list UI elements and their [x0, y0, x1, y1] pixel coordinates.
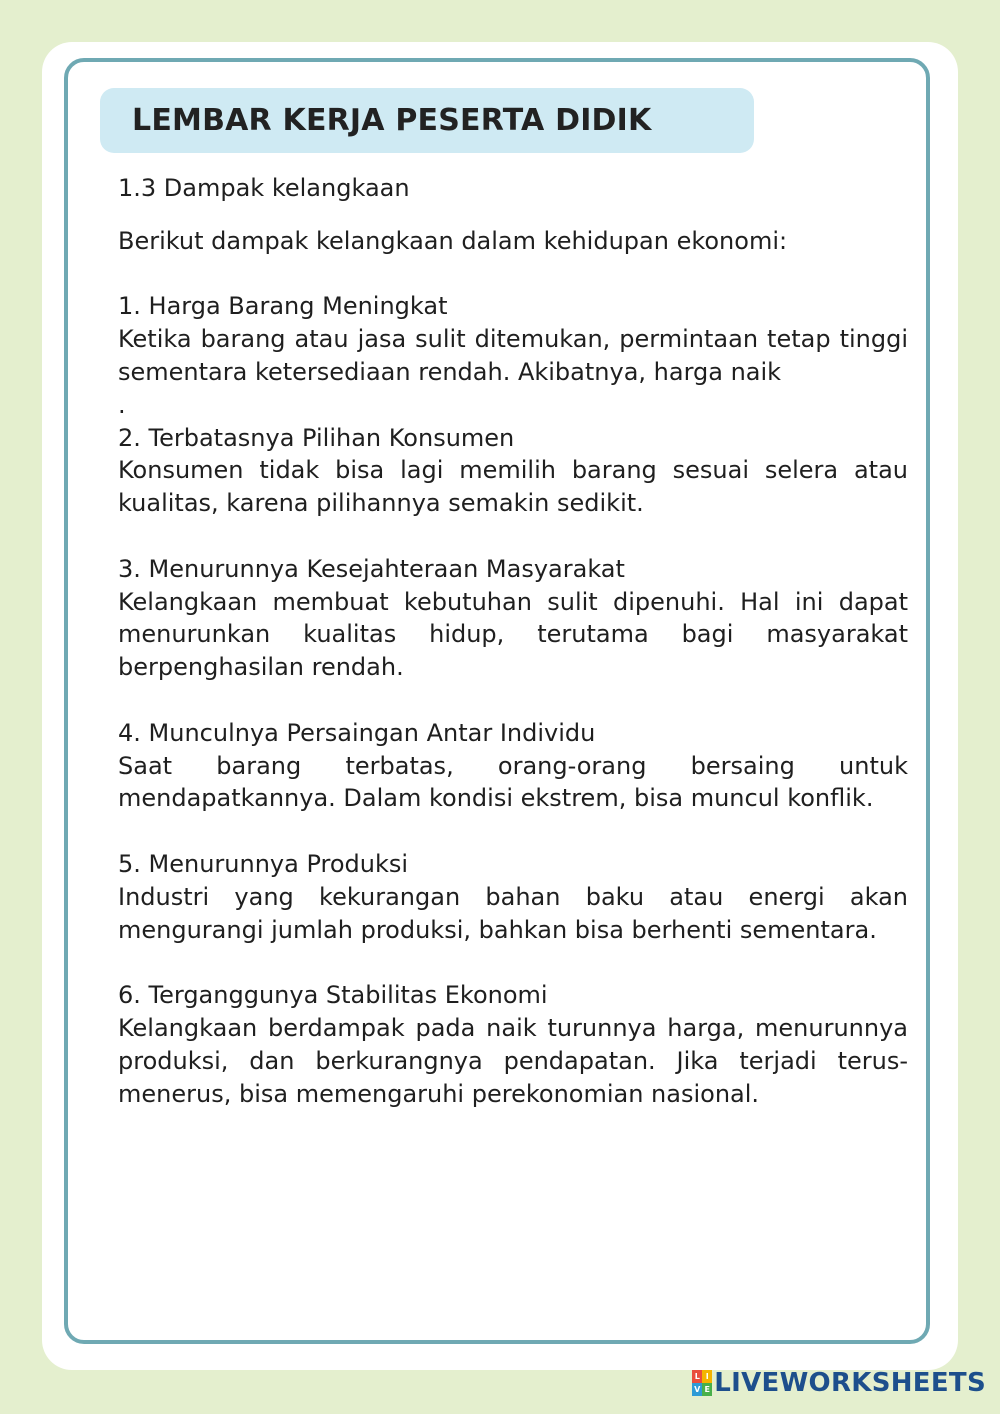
- impact-heading: 2. Terbatasnya Pilihan Konsumen: [118, 423, 515, 452]
- impact-description: Saat barang terbatas, orang-orang bersaing untuk mendapatkannya. Dalam kondisi ekstrem, bisa muncul konflik.: [118, 751, 908, 813]
- impact-description: Kelangkaan berdampak pada naik turunnya harga, menurunnya produksi, dan berkurangnya pendapatan. Jika terjadi terus-menerus, bisa memengaruhi perekonomian nasional.: [118, 1013, 908, 1108]
- impact-heading: 6. Terganggunya Stabilitas Ekonomi: [118, 981, 548, 1010]
- live-badge-icon: [692, 1370, 712, 1396]
- impact-list: [118, 290, 908, 1110]
- impact-description: Industri yang kekurangan bahan baku atau energi akan mengurangi jumlah produksi, bahkan bisa berhenti sementara.: [118, 882, 908, 944]
- page-title: LEMBAR KERJA PESERTA DIDIK: [132, 103, 652, 138]
- badge-letter: L: [692, 1370, 702, 1383]
- title-banner: [100, 88, 754, 153]
- impact-item: [118, 422, 908, 520]
- badge-letter: E: [702, 1383, 712, 1396]
- badge-letter: V: [694, 1385, 701, 1394]
- badge-letter: I: [702, 1370, 712, 1383]
- impact-item: [118, 717, 908, 815]
- impact-item: [118, 979, 908, 1110]
- liveworksheets-logo: [692, 1368, 986, 1398]
- impact-item: [118, 848, 908, 946]
- impact-heading: 1. Harga Barang Meningkat: [118, 292, 448, 321]
- impact-description: Kelangkaan membuat kebutuhan sulit dipenuhi. Hal ini dapat menurunkan kualitas hidup, terutama bagi masyarakat berpenghasilan rendah.: [118, 587, 908, 682]
- impact-description: Konsumen tidak bisa lagi memilih barang sesuai selera atau kualitas, karena pilihannya semakin sedikit.: [118, 456, 908, 518]
- impact-heading: 5. Menurunnya Produksi: [118, 849, 409, 878]
- worksheet-content: [118, 170, 908, 1143]
- impact-item: [118, 290, 908, 421]
- impact-heading: 4. Munculnya Persaingan Antar Individu: [118, 718, 596, 747]
- impact-description: Ketika barang atau jasa sulit ditemukan, permintaan tetap tinggi sementara ketersediaan rendah. Akibatnya, harga naik: [118, 325, 908, 386]
- brand-name: LIVEWORKSHEETS: [714, 1368, 986, 1398]
- section-intro: Berikut dampak kelangkaan dalam kehidupan ekonomi:: [118, 226, 788, 255]
- impact-heading: 3. Menurunnya Kesejahteraan Masyarakat: [118, 554, 625, 583]
- section-subtitle: 1.3 Dampak kelangkaan: [118, 174, 410, 202]
- impact-item: [118, 553, 908, 684]
- trailing-period: .: [118, 390, 126, 419]
